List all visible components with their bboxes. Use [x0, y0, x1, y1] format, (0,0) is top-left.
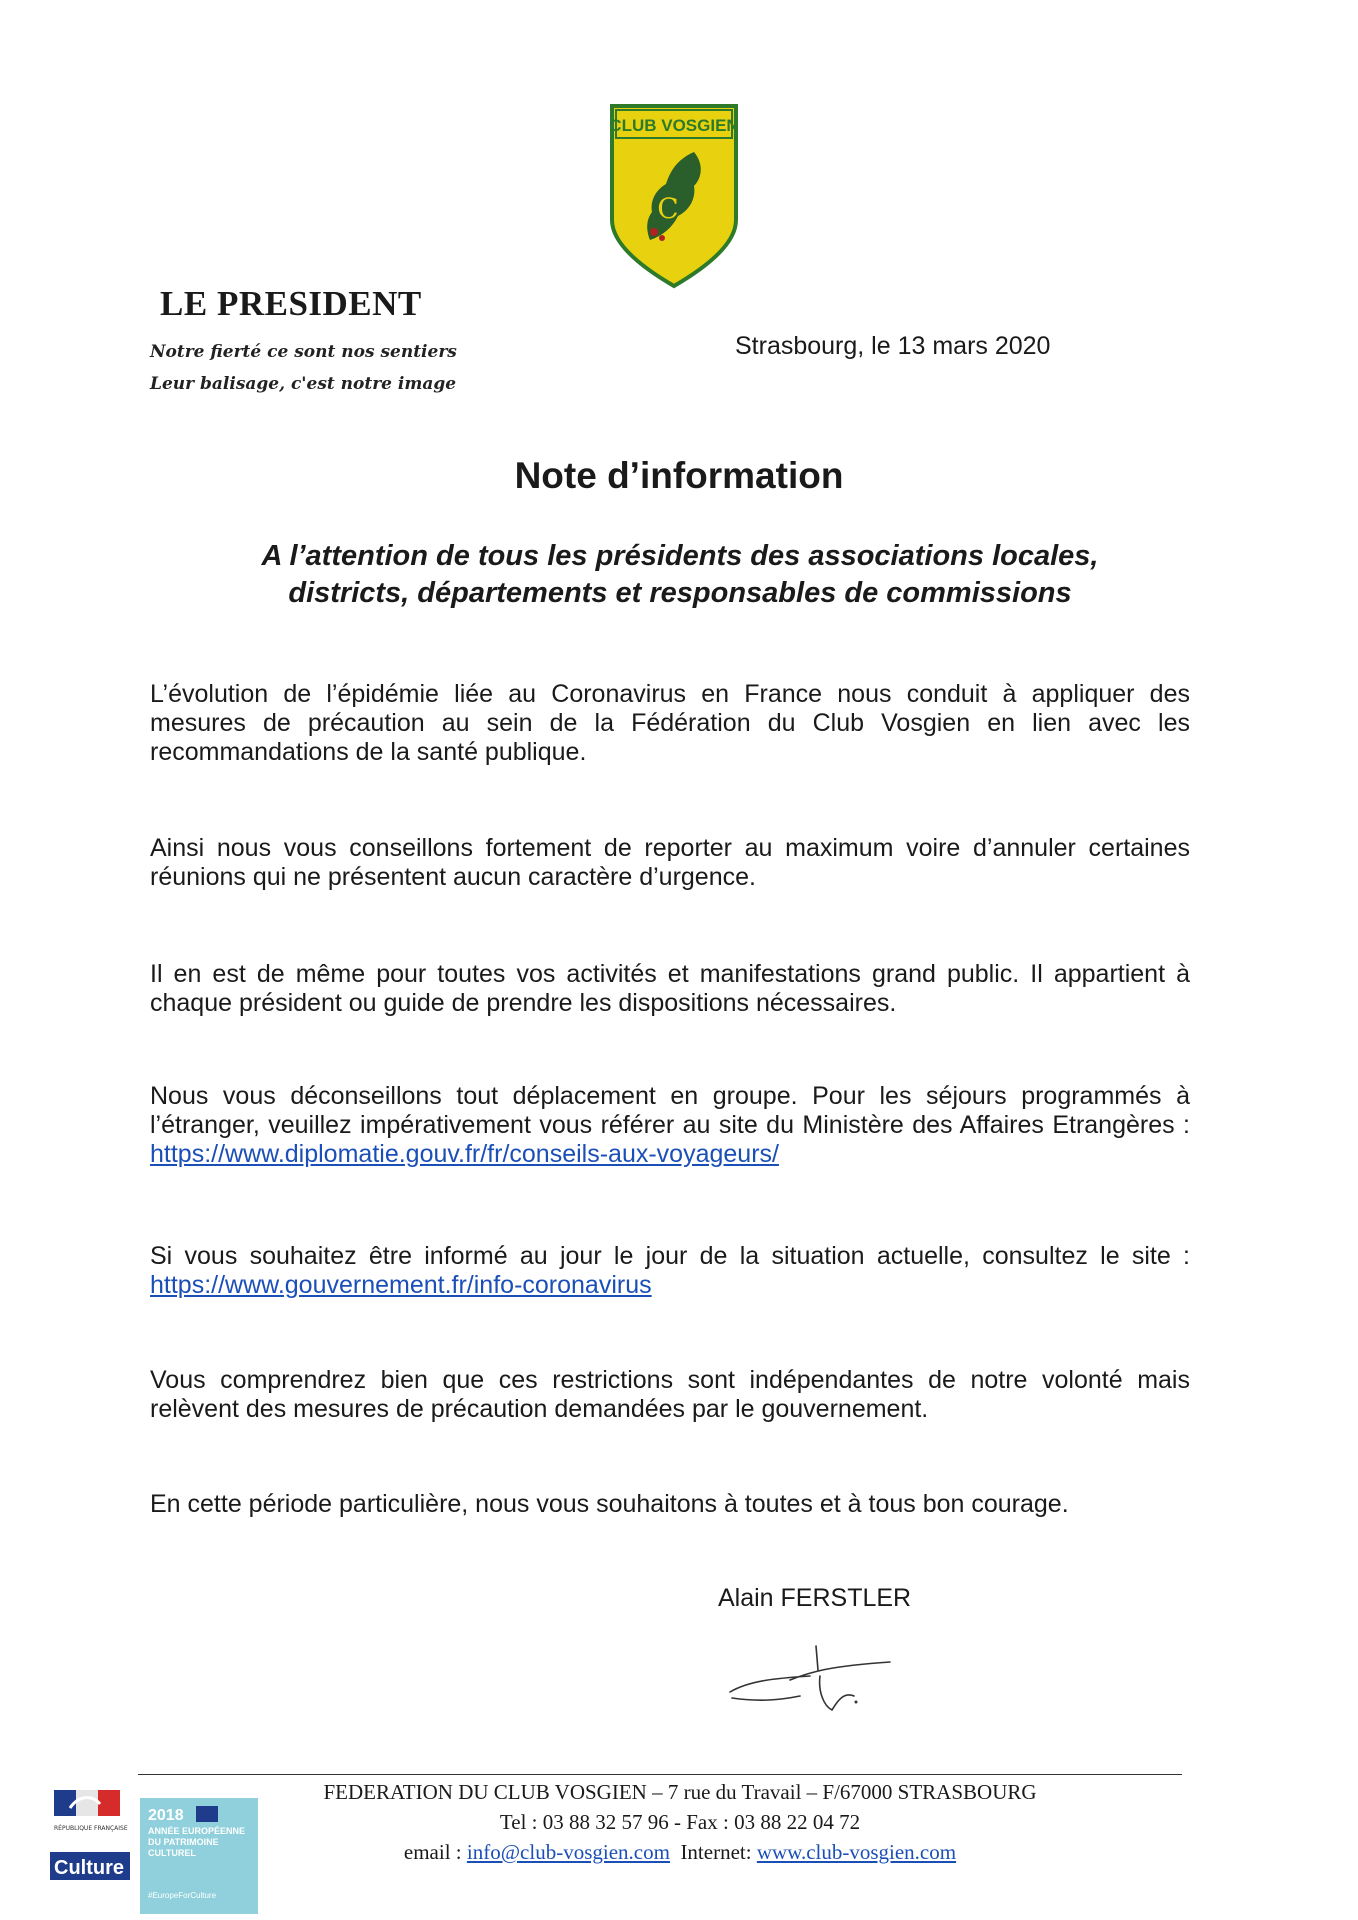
dateline: Strasbourg, le 13 mars 2020: [735, 332, 1051, 360]
subtitle-line-1: A l’attention de tous les présidents des associations locales,: [261, 540, 1099, 572]
website-link[interactable]: www.club-vosgien.com: [756, 1840, 957, 1864]
email-label: email :: [403, 1840, 467, 1864]
internet-label: Internet:: [680, 1840, 757, 1864]
paragraph-5: [150, 1242, 1190, 1300]
svg-text:2018: 2018: [148, 1807, 184, 1824]
republique-francaise-logo: [50, 1786, 130, 1882]
footer-contact: [180, 1840, 1180, 1865]
paragraph-1: L’évolution de l’épidémie liée au Coronavirus en France nous conduit à appliquer des mesures de précaution au sein de la Fédération du Club Vosgien en lien avec les recommandations de la santé publique.: [150, 680, 1190, 766]
footer-phone: Tel : 03 88 32 57 96 - Fax : 03 88 22 04 72: [499, 1810, 861, 1834]
paragraph-6: Vous comprendrez bien que ces restrictions sont indépendantes de notre volonté mais relèvent des mesures de précaution demandées par le gouvernement.: [150, 1366, 1190, 1423]
signer-name: Alain FERSTLER: [718, 1584, 912, 1612]
svg-text:#EuropeForCulture: #EuropeForCulture: [148, 1891, 217, 1900]
paragraph-4: [150, 1082, 1190, 1169]
motto-line-1: Notre fierté ce sont nos sentiers: [150, 342, 457, 362]
svg-text:C: C: [657, 192, 679, 225]
paragraph-3: Il en est de même pour toutes vos activités et manifestations grand public. Il appartient à chaque président ou guide de prendre les dispositions nécessaires.: [150, 960, 1190, 1017]
gouvernement-link[interactable]: https://www.gouvernement.fr/info-coronavirus: [150, 1271, 652, 1299]
subtitle-line-2: districts, départements et responsables de commissions: [288, 577, 1072, 609]
document-subtitle: [150, 538, 1210, 612]
president-heading: LE PRESIDENT: [160, 284, 422, 323]
svg-text:Culture: Culture: [54, 1857, 124, 1879]
email-link[interactable]: info@club-vosgien.com: [466, 1840, 670, 1864]
paragraph-7: En cette période particulière, nous vous souhaitons à toutes et à tous bon courage.: [150, 1490, 1069, 1518]
paragraph-4-text: Nous vous déconseillons tout déplacement en groupe. Pour les séjours programmés à l’étranger, veuillez impérativement vous référer au site du Ministère des Affaires Etrangères :: [150, 1082, 1190, 1139]
footer-divider: [138, 1774, 1182, 1775]
document-title: Note d’information: [514, 455, 844, 496]
motto-line-2: Leur balisage, c'est notre image: [150, 374, 457, 394]
badge-text: ANNÉE EUROPÉENNE DU PATRIMOINE CULTUREL: [148, 1826, 246, 1858]
diplomatie-link[interactable]: https://www.diplomatie.gouv.fr/fr/conseils-aux-voyageurs/: [150, 1140, 779, 1168]
footer-address: FEDERATION DU CLUB VOSGIEN – 7 rue du Travail – F/67000 STRASBOURG: [323, 1780, 1037, 1804]
svg-text:RÉPUBLIQUE FRANÇAISE: RÉPUBLIQUE FRANÇAISE: [54, 1825, 128, 1832]
handwritten-signature: [720, 1640, 900, 1720]
svg-text:CLUB VOSGIEN: CLUB VOSGIEN: [609, 116, 739, 135]
paragraph-2: Ainsi nous vous conseillons fortement de reporter au maximum voire d’annuler certaines réunions qui ne présentent aucun caractère d’urgence.: [150, 834, 1190, 891]
club-vosgien-logo: [606, 100, 742, 290]
paragraph-5-text: Si vous souhaitez être informé au jour le jour de la situation actuelle, consultez le site :: [150, 1242, 1190, 1270]
